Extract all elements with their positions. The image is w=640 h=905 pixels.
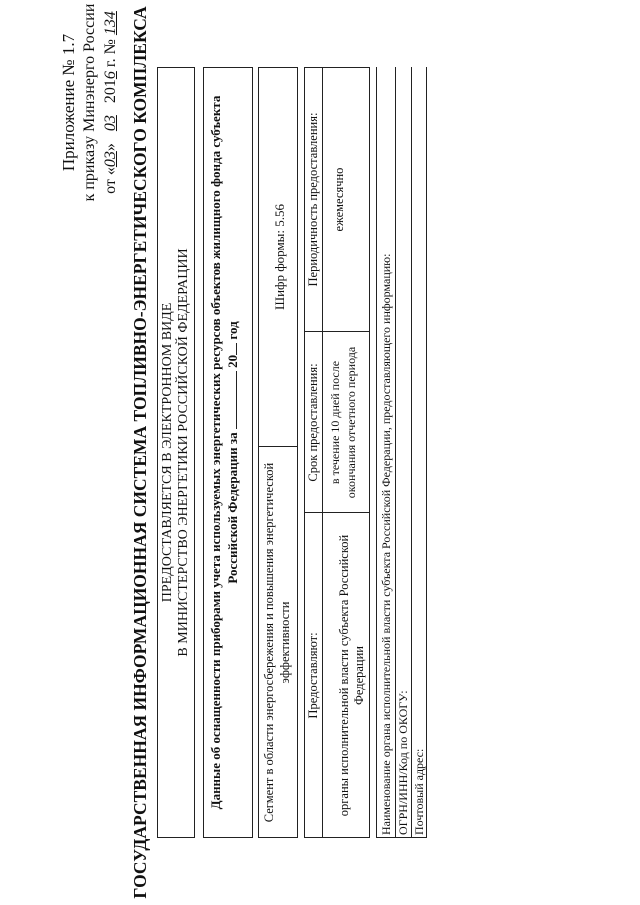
header-deadline: Срок предоставления: <box>306 363 320 482</box>
order-month: 03 <box>102 115 119 132</box>
ogrn-label: ОГРН/ИНН/Код по ОКОГУ: <box>396 690 410 835</box>
system-title: ГОСУДАРСТВЕННАЯ ИНФОРМАЦИОННАЯ СИСТЕМА ТОПЛИВНО-ЭНЕРГЕТИЧЕСКОГО КОМПЛЕКСА <box>130 6 150 899</box>
cell-submitters: органы исполнительной власти субъекта Российской Федерации <box>337 534 366 817</box>
submission-line-2: В МИНИСТЕРСТВО ЭНЕРГЕТИКИ РОССИЙСКОЙ ФЕДЕРАЦИИ <box>176 248 191 657</box>
appendix-order-date: от «03» 03 2016 г. № 134 <box>102 11 119 194</box>
order-number: 134 <box>102 11 119 36</box>
form-code: Шифр формы: 5.56 <box>272 203 287 311</box>
header-submitters: Предоставляют: <box>306 632 320 719</box>
order-year-digit: 6 <box>102 71 119 80</box>
submission-line-1: ПРЕДОСТАВЛЯЕТСЯ В ЭЛЕКТРОННОМ ВИДЕ <box>160 302 175 603</box>
postal-address-label: Почтовый адрес: <box>412 748 426 835</box>
appendix-title: Приложение № 1.7 <box>59 33 78 172</box>
appendix-order-ref: к приказу Минэнерго России <box>81 3 98 202</box>
header-frequency: Периодичность предоставления: <box>306 112 320 287</box>
form-title-line-1: Данные об оснащенности приборами учета используемых энергетических ресурсов объектов жилищного фонда субъекта <box>208 95 223 810</box>
respondent-name-label: Наименование органа исполнительной власти субъекта Российской Федерации, предоставляющего информацию: <box>379 253 393 835</box>
segment-text: Сегмент в области энергосбережения и повышения энергетической эффективности <box>262 462 292 823</box>
appendix-block <box>58 0 121 205</box>
order-day: 03 <box>102 151 119 168</box>
cell-frequency: ежемесячно <box>332 167 346 232</box>
form-title-line-2: Российской Федерации за 20 год <box>225 321 240 584</box>
cell-deadline: в течение 10 дней после окончания отчетного периода <box>328 346 358 499</box>
